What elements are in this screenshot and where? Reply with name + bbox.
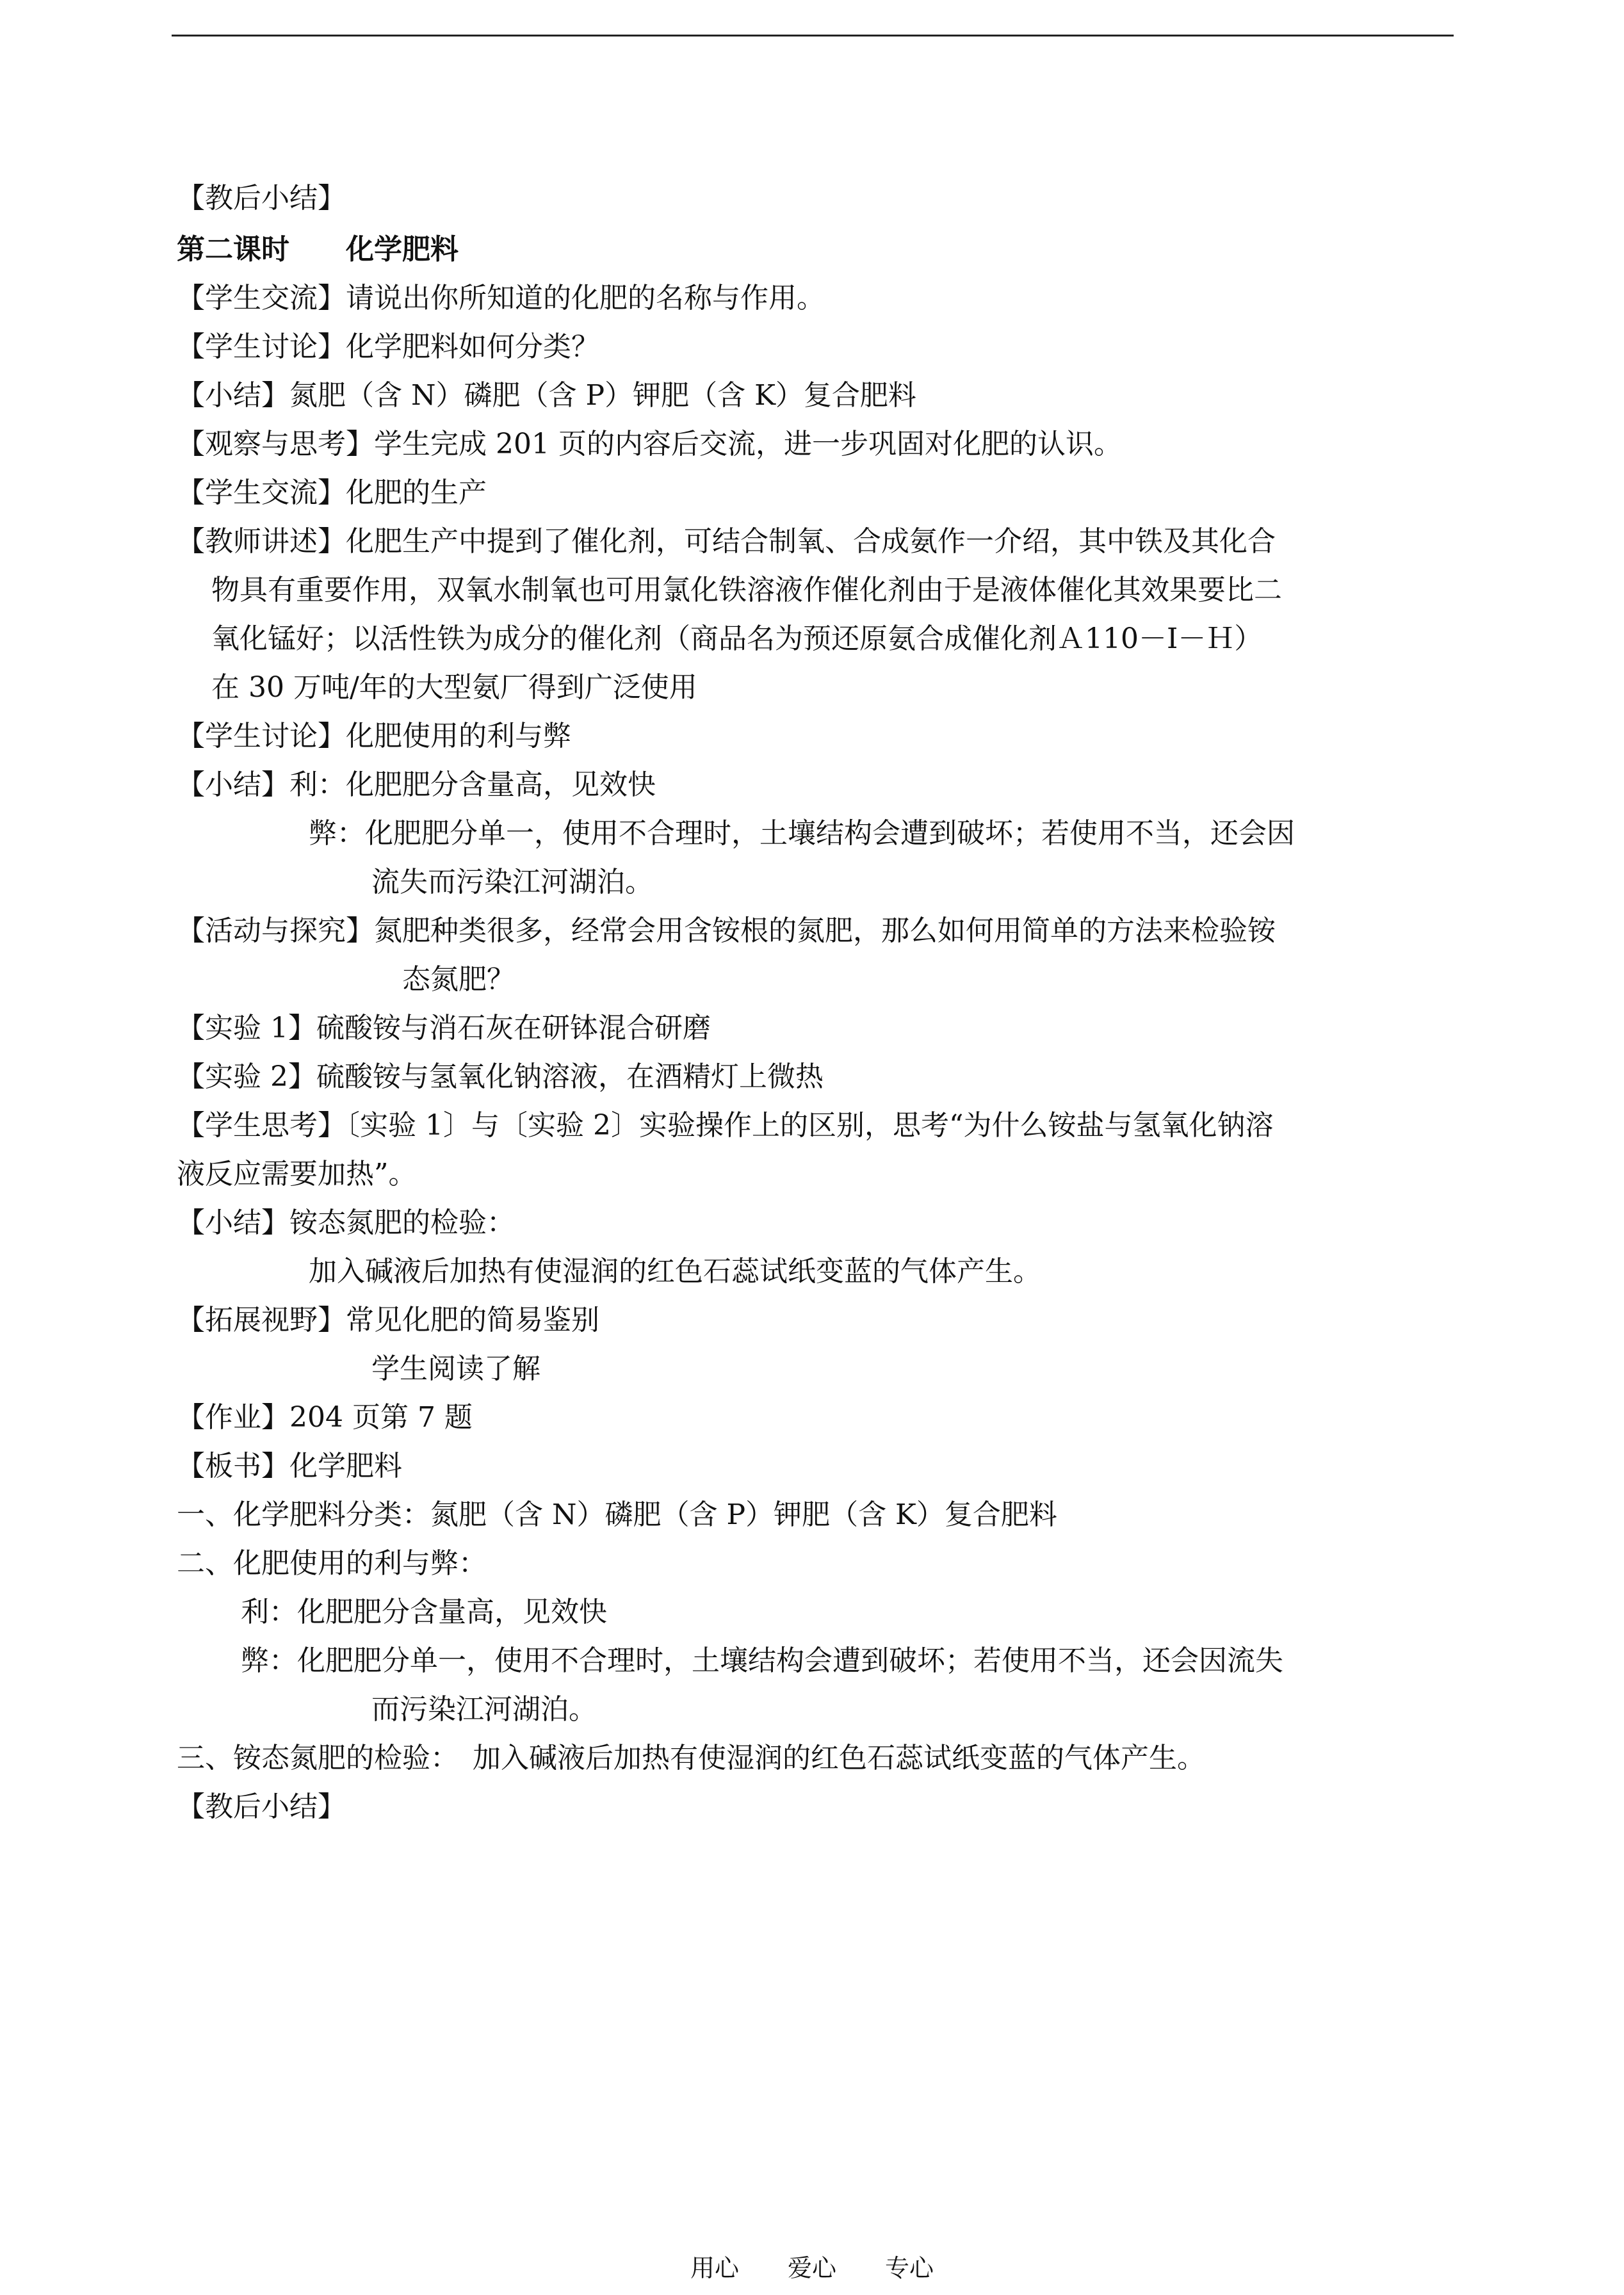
text-line: 【学生讨论】化学肥料如何分类？ xyxy=(177,330,599,363)
text-line: 弊：化肥肥分单一，使用不合理时，土壤结构会遭到破坏；若使用不当，还会因 xyxy=(309,817,1295,850)
lesson-title: 第二课时 化学肥料 xyxy=(177,233,459,266)
text-line: 【学生讨论】化肥使用的利与弊 xyxy=(177,720,571,752)
text-line: 三、铵态氮肥的检验： 加入碱液后加热有使湿润的红色石蕊试纸变蓝的气体产生。 xyxy=(177,1742,1205,1774)
text-line: 而污染江河湖泊。 xyxy=(371,1693,597,1726)
text-line: 一、化学肥料分类：氮肥（含 N）磷肥（含 P）钾肥（含 K）复合肥料 xyxy=(177,1498,1057,1531)
text-line: 【活动与探究】氮肥种类很多，经常会用含铵根的氮肥，那么如何用简单的方法来检验铵 xyxy=(177,914,1276,947)
text-line: 在 30 万吨/年的大型氨厂得到广泛使用 xyxy=(211,671,697,704)
post-lesson-summary-heading: 【教后小结】 xyxy=(177,1790,346,1823)
text-line: 态氮肥？ xyxy=(402,963,515,996)
text-line: 【小结】铵态氮肥的检验： xyxy=(177,1206,515,1239)
text-line: 【作业】204 页第 7 题 xyxy=(177,1401,473,1434)
text-line: 液反应需要加热”。 xyxy=(177,1158,417,1190)
text-line: 【板书】化学肥料 xyxy=(177,1450,402,1482)
text-line: 【学生交流】化肥的生产 xyxy=(177,476,487,509)
text-line: 【实验 1】硫酸铵与消石灰在研钵混合研磨 xyxy=(177,1012,711,1044)
text-line: 【教师讲述】化肥生产中提到了催化剂，可结合制氧、合成氨作一介绍，其中铁及其化合 xyxy=(177,525,1276,558)
post-lesson-summary-heading: 【教后小结】 xyxy=(177,182,346,215)
text-line: 氧化锰好；以活性铁为成分的催化剂（商品名为预还原氨合成催化剂Ａ110－Ⅰ－Ｈ） xyxy=(211,622,1263,655)
header-rule xyxy=(172,35,1454,36)
text-line: 学生阅读了解 xyxy=(371,1352,540,1385)
text-line: 流失而污染江河湖泊。 xyxy=(371,866,653,898)
text-line: 【拓展视野】常见化肥的简易鉴别 xyxy=(177,1304,599,1336)
text-line: 【观察与思考】学生完成 201 页的内容后交流，进一步巩固对化肥的认识。 xyxy=(177,428,1122,460)
text-line: 【学生交流】请说出你所知道的化肥的名称与作用。 xyxy=(177,282,825,314)
text-line: 【学生思考】〔实验 1〕与〔实验 2〕实验操作上的区别，思考“为什么铵盐与氢氧化钠溶 xyxy=(177,1109,1274,1142)
text-line: 物具有重要作用，双氧水制氧也可用氯化铁溶液作催化剂由于是液体催化其效果要比二 xyxy=(211,574,1282,606)
text-line: 弊：化肥肥分单一，使用不合理时，土壤结构会遭到破坏；若使用不当，还会因流失 xyxy=(241,1644,1283,1677)
text-line: 【实验 2】硫酸铵与氢氧化钠溶液，在酒精灯上微热 xyxy=(177,1060,824,1093)
text-line: 利：化肥肥分含量高，见效快 xyxy=(241,1596,607,1628)
text-line: 【小结】氮肥（含 N）磷肥（含 P）钾肥（含 K）复合肥料 xyxy=(177,379,916,412)
text-line: 加入碱液后加热有使湿润的红色石蕊试纸变蓝的气体产生。 xyxy=(309,1255,1041,1288)
text-line: 二、化肥使用的利与弊： xyxy=(177,1547,487,1580)
page-footer: 用心 爱心 专心 xyxy=(690,2254,934,2282)
text-line: 【小结】利：化肥肥分含量高，见效快 xyxy=(177,768,656,801)
